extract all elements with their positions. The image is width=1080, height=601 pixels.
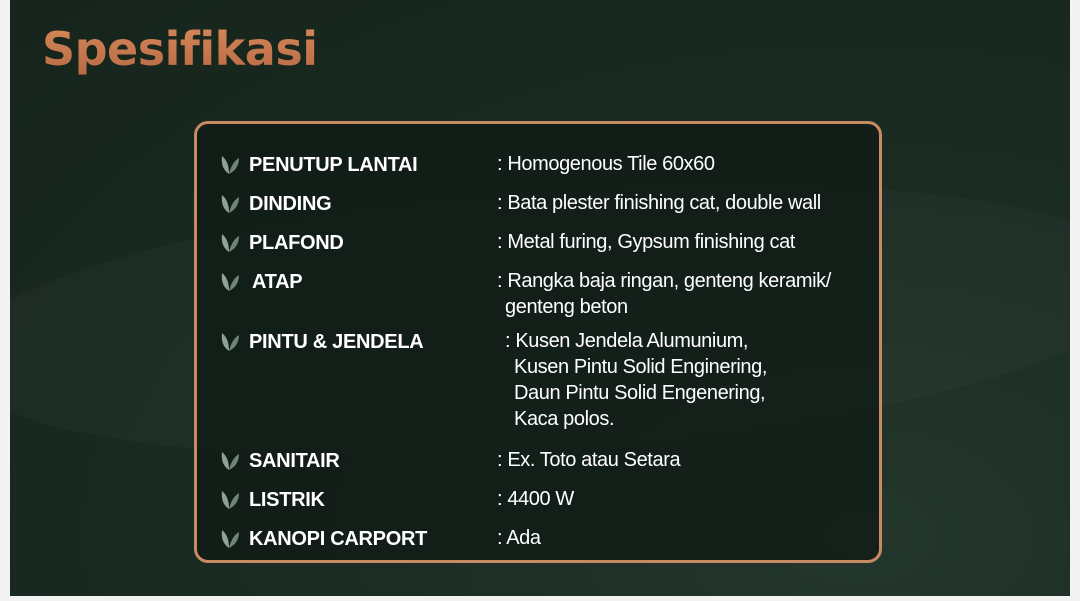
spec-panel xyxy=(194,121,882,563)
leaf-icon xyxy=(217,191,241,215)
spec-value: : Homogenous Tile 60x60 xyxy=(497,153,715,175)
spec-value: : Ex. Toto atau Setara xyxy=(497,449,681,471)
spec-value: : Ada xyxy=(497,527,541,549)
spec-value: : Kusen Jendela Alumunium, Kusen Pintu Solid Enginering, Daun Pintu Solid Engenering, Kaca polos. xyxy=(505,330,768,430)
spec-label: ATAP xyxy=(252,271,303,293)
spec-label: SANITAIR xyxy=(249,450,340,472)
leaf-icon xyxy=(217,269,241,293)
spec-label: LISTRIK xyxy=(249,489,325,511)
leaf-icon xyxy=(217,230,241,254)
spec-label: DINDING xyxy=(249,193,332,215)
leaf-icon xyxy=(217,448,241,472)
spec-label: PLAFOND xyxy=(249,232,344,254)
spec-label: PINTU & JENDELA xyxy=(249,331,424,353)
spec-label: PENUTUP LANTAI xyxy=(249,154,418,176)
spec-label: KANOPI CARPORT xyxy=(249,528,428,550)
slide xyxy=(10,0,1070,596)
leaf-icon xyxy=(217,526,241,550)
leaf-icon xyxy=(217,487,241,511)
spec-value: : Bata plester finishing cat, double wall xyxy=(497,192,821,214)
spec-value: : Rangka baja ringan, genteng keramik/ genteng beton xyxy=(497,270,831,318)
spec-value: : 4400 W xyxy=(497,488,574,510)
leaf-icon xyxy=(217,329,241,353)
leaf-icon xyxy=(217,152,241,176)
page-title: Spesifikasi xyxy=(42,22,318,76)
spec-value: : Metal furing, Gypsum finishing cat xyxy=(497,231,795,253)
